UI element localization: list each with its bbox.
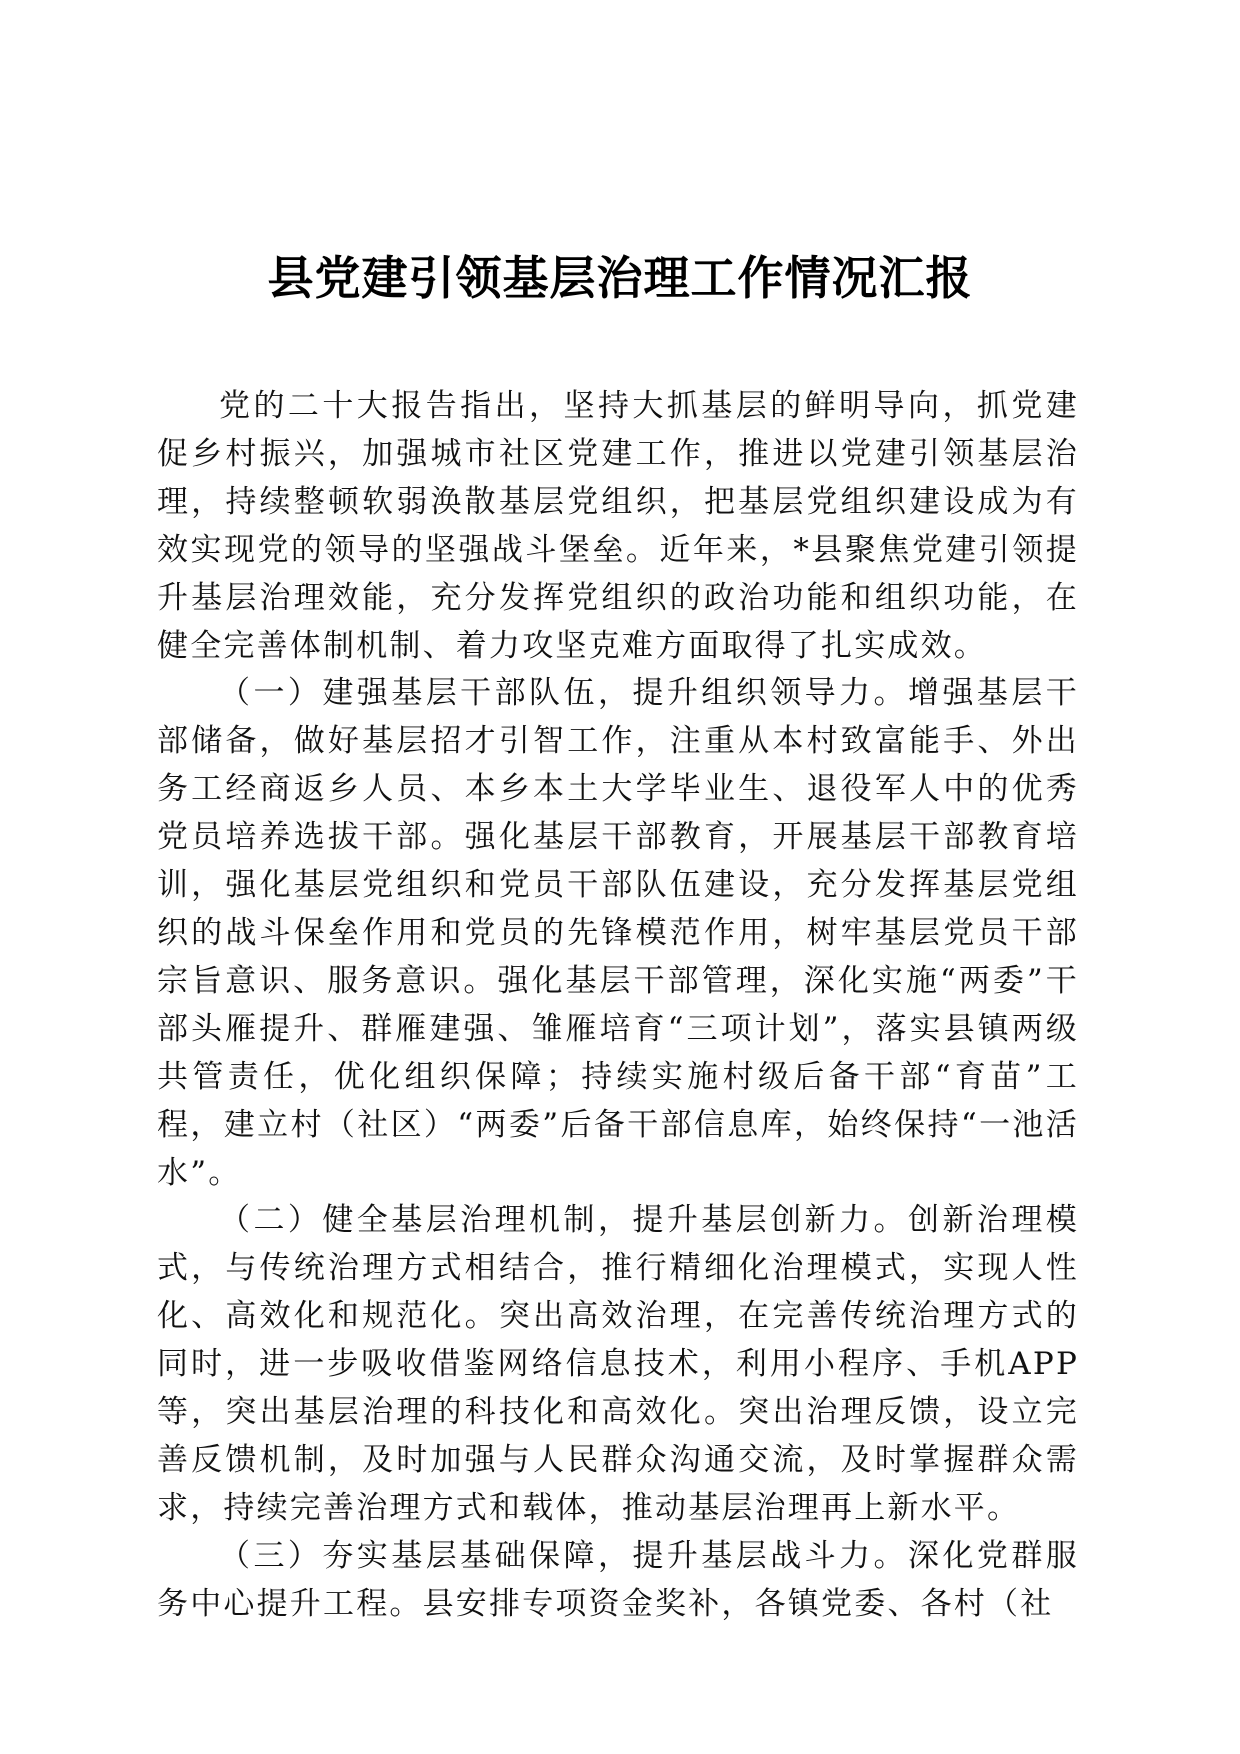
document-body (157, 383, 1079, 1629)
paragraph-intro: 党的二十大报告指出，坚持大抓基层的鲜明导向，抓党建促乡村振兴，加强城市社区党建工作，推进以党建引领基层治理，持续整顿软弱涣散基层党组织，把基层党组织建设成为有效实现党的领导的坚强战斗堡垒。近年来，*县聚焦党建引领提升基层治理效能，充分发挥党组织的政治功能和组织功能，在健全完善体制机制、着力攻坚克难方面取得了扎实成效。 (157, 388, 1079, 664)
paragraph-section-3: （三）夯实基层基础保障，提升基层战斗力。深化党群服务中心提升工程。县安排专项资金奖补，各镇党委、各村（社 (157, 1537, 1079, 1622)
document-title: 县党建引领基层治理工作情况汇报 (267, 251, 973, 305)
paragraph-section-1: （一）建强基层干部队伍，提升组织领导力。增强基层干部储备，做好基层招才引智工作，注重从本村致富能手、外出务工经商返乡人员、本乡本土大学毕业生、退役军人中的优秀党员培养选拔干部。强化基层干部教育，开展基层干部教育培训，强化基层党组织和党员干部队伍建设，充分发挥基层党组织的战斗保垒作用和党员的先锋模范作用，树牢基层党员干部宗旨意识、服务意识。强化基层干部管理，深化实施“两委”干部头雁提升、群雁建强、雏雁培育“三项计划”，落实县镇两级共管责任，优化组织保障；持续实施村级后备干部“育苗”工程，建立村（社区）“两委”后备干部信息库，始终保持“一池活水”。 (157, 675, 1079, 1191)
paragraph-section-2: （二）健全基层治理机制，提升基层创新力。创新治理模式，与传统治理方式相结合，推行精细化治理模式，实现人性化、高效化和规范化。突出高效治理，在完善传统治理方式的同时，进一步吸收借鉴网络信息技术，利用小程序、手机APP等，突出基层治理的科技化和高效化。突出治理反馈，设立完善反馈机制，及时加强与人民群众沟通交流，及时掌握群众需求，持续完善治理方式和载体，推动基层治理再上新水平。 (157, 1202, 1079, 1526)
